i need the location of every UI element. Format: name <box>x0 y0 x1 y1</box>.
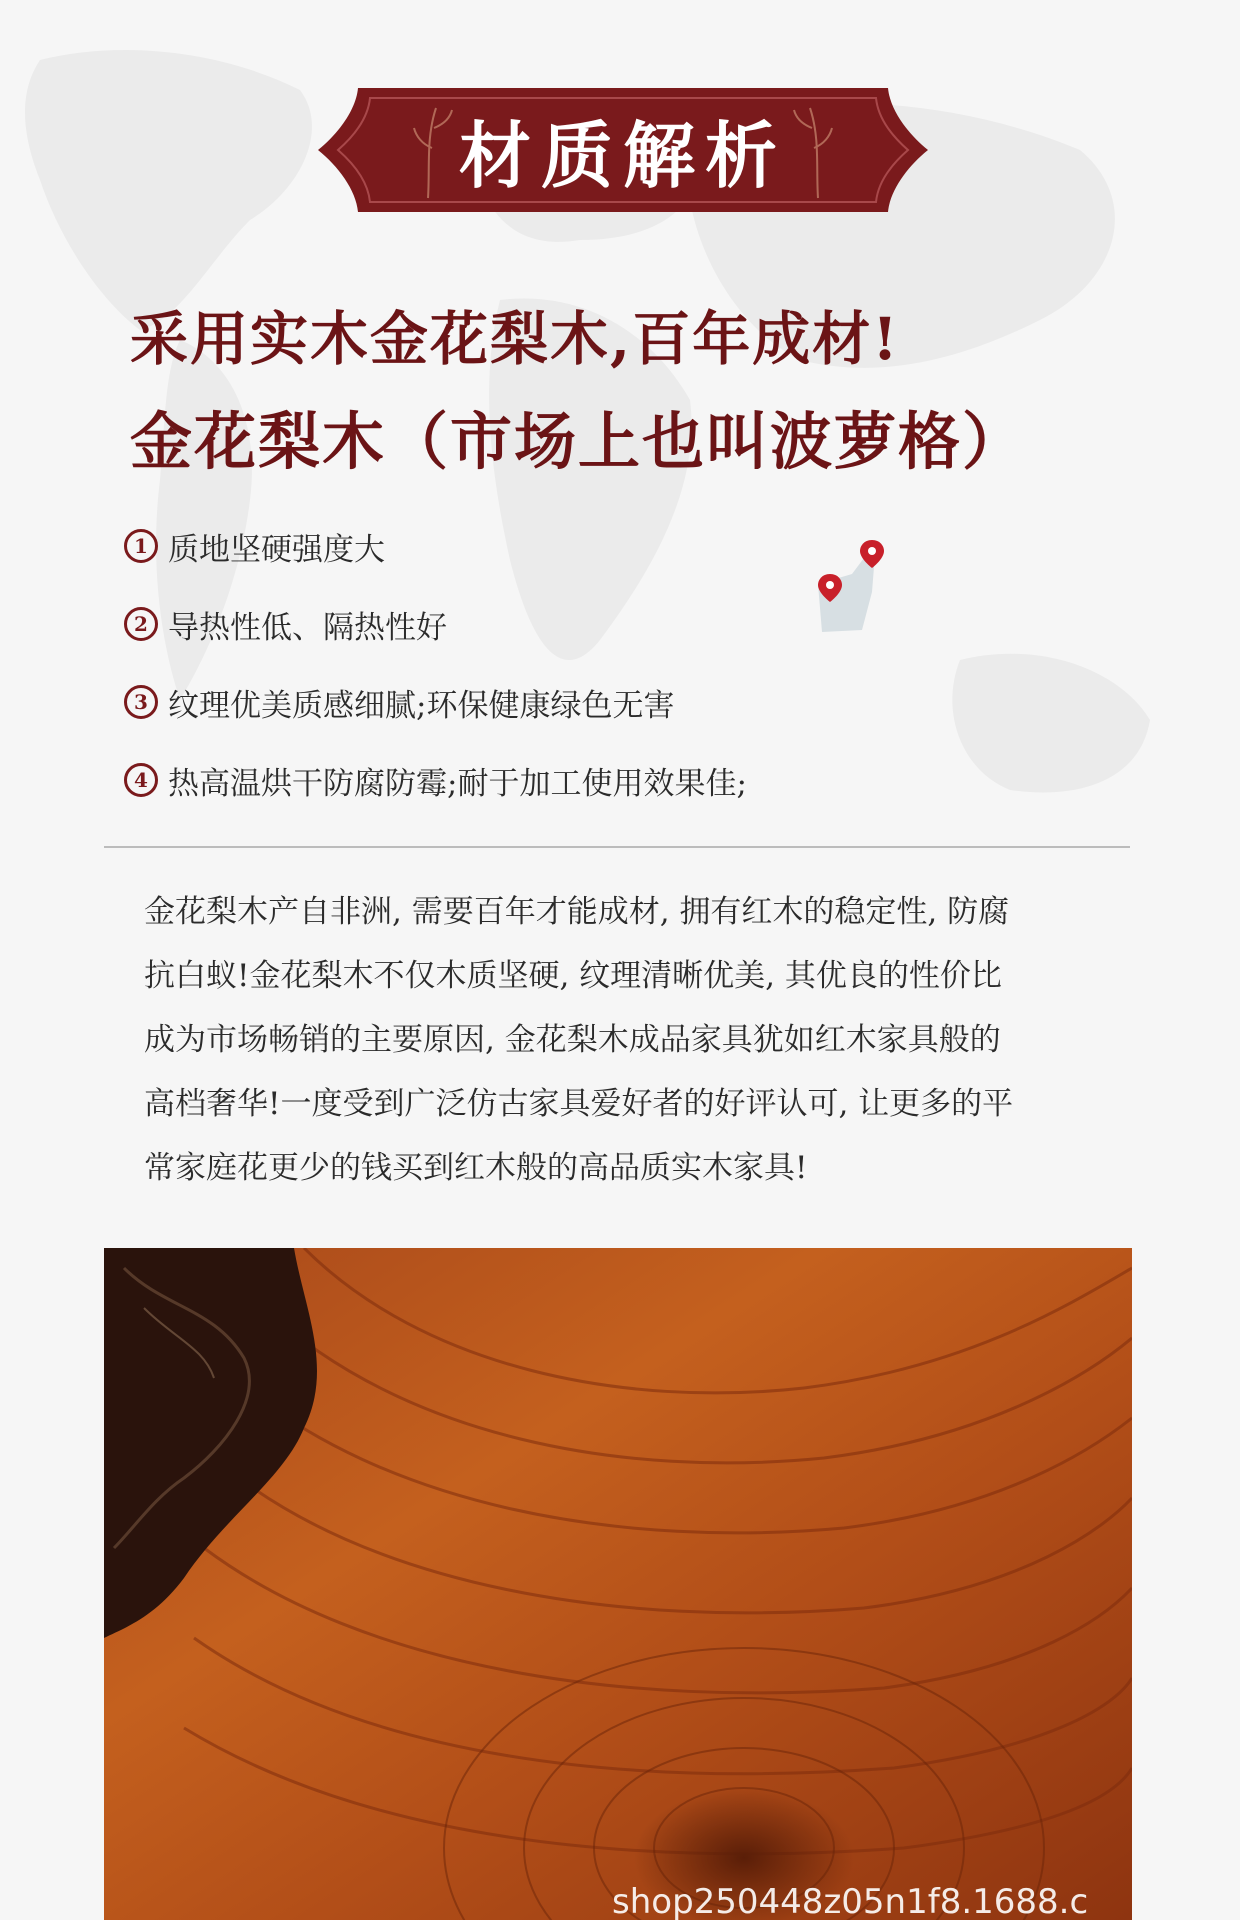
feature-item <box>124 682 747 722</box>
feature-item <box>124 526 747 566</box>
wood-grain-photo <box>104 1248 1132 1920</box>
feature-text: 导热性低、隔热性好 <box>168 609 447 646</box>
feature-item <box>124 760 747 800</box>
number-badge: 3 <box>124 685 158 719</box>
feature-item <box>124 604 747 644</box>
shop-watermark: shop250448z05n1f8.1688.c <box>612 1882 1089 1920</box>
description-line: 抗白蚁!金花梨木不仅木质坚硬, 纹理清晰优美, 其优良的性价比 <box>144 958 1002 994</box>
headline-secondary: 金花梨木（市场上也叫波萝格） <box>130 405 1027 478</box>
feature-list <box>124 526 747 838</box>
feature-text: 纹理优美质感细腻;环保健康绿色无害 <box>168 687 675 724</box>
number-badge: 4 <box>124 763 158 797</box>
banner-title: 材质解析 <box>458 113 787 198</box>
description-paragraph <box>144 880 1104 1200</box>
feature-text: 质地坚硬强度大 <box>168 531 385 568</box>
number-badge: 1 <box>124 529 158 563</box>
number-badge: 2 <box>124 607 158 641</box>
section-divider <box>104 846 1130 848</box>
feature-text: 热高温烘干防腐防霉;耐于加工使用效果佳; <box>168 765 747 802</box>
africa-map-pins <box>812 534 892 634</box>
description-line: 成为市场畅销的主要原因, 金花梨木成品家具犹如红木家具般的 <box>144 1022 1001 1058</box>
description-line: 常家庭花更少的钱买到红木般的高品质实木家具! <box>144 1150 808 1186</box>
description-line: 金花梨木产自非洲, 需要百年才能成材, 拥有红木的稳定性, 防腐 <box>144 894 1010 930</box>
headline-primary: 采用实木金花梨木,百年成材! <box>130 305 900 373</box>
description-line: 高档奢华!一度受到广泛仿古家具爱好者的好评认可, 让更多的平 <box>144 1086 1014 1122</box>
section-title-banner <box>318 88 928 212</box>
